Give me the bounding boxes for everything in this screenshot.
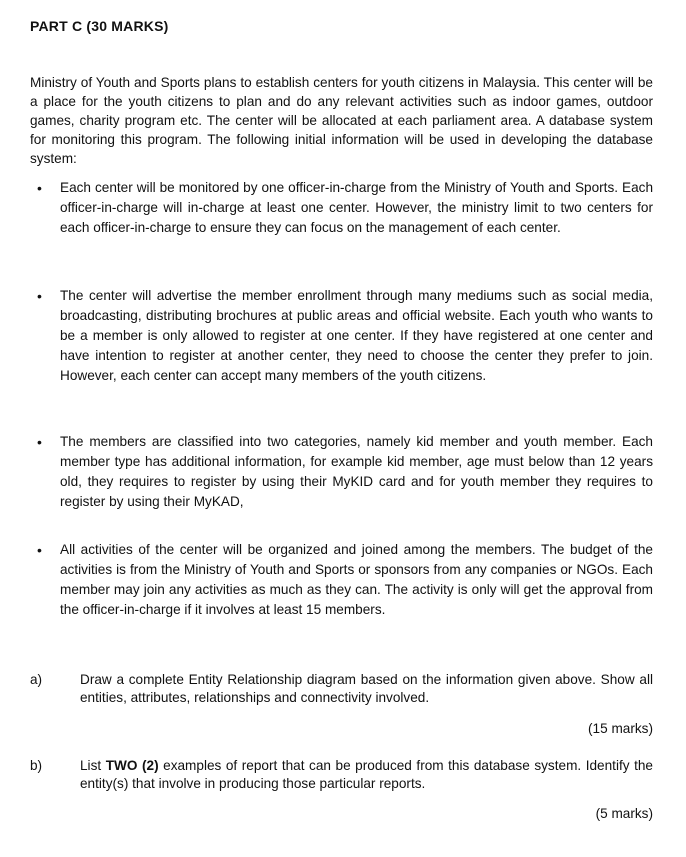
question-text-end: examples of report that can be produced from this database system. Identify the entity(s) that involve in producing those particular reports. — [80, 758, 653, 791]
bullet-item-member-types — [30, 432, 653, 512]
bullet-text: The members are classified into two categories, namely kid member and youth member. Each member type has additional information, for example kid member, age must below than 12 years old, they requires to register by using their MyKID card and for youth member they requires to register by using their MyKAD, — [60, 434, 653, 509]
question-emphasis: TWO (2) — [105, 758, 159, 773]
question-a — [30, 671, 653, 707]
question-text-start: List — [80, 758, 106, 773]
bullet-text: Each center will be monitored by one officer-in-charge from the Ministry of Youth and Sports. Each officer-in-charge will in-charge at least one center. However, the ministry limit to two centers for each officer-in-charge to ensure they can focus on the management of each center. — [60, 180, 653, 235]
bullet-item-officer — [30, 178, 653, 238]
question-text: Draw a complete Entity Relationship diagram based on the information given above. Show all entities, attributes, relationships and connectivity involved. — [80, 672, 653, 705]
question-a-marks: (15 marks) — [588, 721, 653, 736]
bullet-item-enrollment — [30, 286, 653, 386]
bullet-icon: • — [37, 434, 42, 450]
bullet-icon: • — [37, 180, 42, 196]
question-label: b) — [30, 758, 43, 773]
intro-paragraph: Ministry of Youth and Sports plans to establish centers for youth citizens in Malaysia. This center will be a place for the youth citizens to plan and do any relevant activities such as indoor games, outdoor games, charity program etc. The center will be allocated at each parliament area. A database system for monitoring this program. The following initial information will be used in developing the database system: — [30, 75, 653, 166]
question-b-marks: (5 marks) — [595, 806, 653, 821]
bullet-item-activities — [30, 540, 653, 620]
bullet-icon: • — [37, 542, 42, 558]
bullet-text: The center will advertise the member enrollment through many mediums such as social media, broadcasting, distributing brochures at public areas and official website. Each youth who wants to be a member is only allowed to register at one center. If they have registered at one center and have intention to register at another center, they need to choose the center they prefer to join. However, each center can accept many members of the youth citizens. — [60, 288, 653, 383]
question-text — [80, 757, 653, 793]
question-label: a) — [30, 672, 43, 687]
question-b — [30, 757, 653, 793]
bullet-text: All activities of the center will be organized and joined among the members. The budget of the activities is from the Ministry of Youth and Sports or sponsors from any companies or NGOs. Each member may join any activities as much as they can. The activity is only will get the approval from the officer-in-charge if it involves at least 15 members. — [60, 542, 653, 617]
page-title: PART C (30 MARKS) — [30, 18, 169, 34]
bullet-icon: • — [37, 288, 42, 304]
